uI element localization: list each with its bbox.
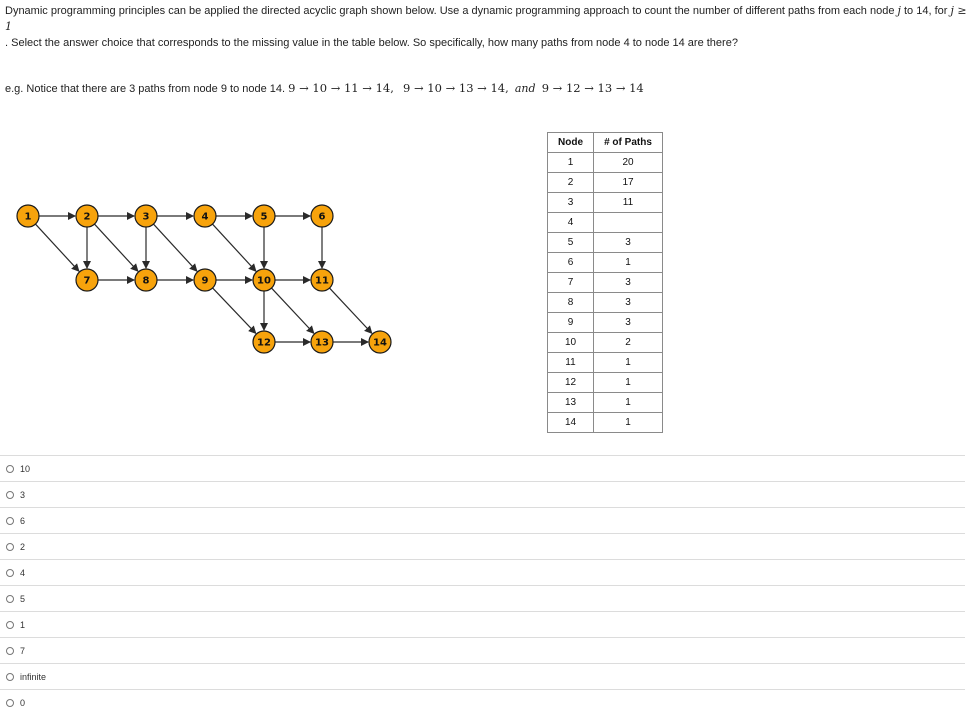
radio-button[interactable]: [6, 595, 14, 603]
node-label: 5: [260, 211, 268, 223]
radio-button[interactable]: [6, 569, 14, 577]
node-label: 14: [373, 337, 387, 349]
table-row: [548, 353, 663, 373]
example-text: [5, 81, 644, 95]
table-row: [548, 173, 663, 193]
question-part: to 14, for: [900, 5, 951, 17]
edge-2-8: [94, 224, 137, 271]
cell-paths: 3: [594, 293, 663, 313]
graph-node: [17, 205, 39, 227]
table-row: [548, 373, 663, 393]
radio-button[interactable]: [6, 673, 14, 681]
graph-node: [76, 269, 98, 291]
cell-paths: 3: [594, 233, 663, 253]
cell-node: 1: [548, 153, 594, 173]
math-var-j: j: [897, 4, 901, 17]
node-label: 4: [201, 211, 209, 223]
example-path: 9 → 10 → 11 → 14,: [288, 81, 394, 95]
cell-node: 3: [548, 193, 594, 213]
graph-node: [253, 205, 275, 227]
paths-table: [547, 132, 663, 433]
table-header-row: [548, 133, 663, 153]
table-row: [548, 293, 663, 313]
example-and: and: [514, 82, 536, 95]
example-path: 9 → 12 → 13 → 14: [541, 81, 644, 95]
radio-button[interactable]: [6, 517, 14, 525]
cell-paths: 11: [594, 193, 663, 213]
cell-paths: 1: [594, 393, 663, 413]
edge-11-14: [330, 288, 372, 333]
node-label: 10: [257, 275, 271, 287]
answer-choice[interactable]: [0, 663, 965, 689]
question-part: . Select the answer choice that corresponds to the missing value in the table below. So specifically, how many paths from node 4 to node 14 are there?: [5, 37, 738, 49]
choice-label: 10: [20, 463, 31, 474]
answer-choice[interactable]: [0, 481, 965, 507]
question-part: Dynamic programming principles can be applied the directed acyclic graph shown below. Use a dynamic programming approach to count the number of different paths from each node: [5, 5, 898, 17]
cell-node: 6: [548, 253, 594, 273]
node-label: 11: [315, 275, 329, 287]
graph-node: [253, 269, 275, 291]
radio-button[interactable]: [6, 621, 14, 629]
cell-paths: 1: [594, 413, 663, 433]
cell-paths: 20: [594, 153, 663, 173]
choice-label: 5: [20, 593, 26, 604]
radio-button[interactable]: [6, 699, 14, 707]
radio-button[interactable]: [6, 465, 14, 473]
example-lead: e.g. Notice that there are 3 paths from node 9 to node 14.: [5, 83, 289, 95]
node-label: 9: [201, 275, 209, 287]
cell-paths: 3: [594, 273, 663, 293]
graph-node: [253, 331, 275, 353]
answer-choice[interactable]: [0, 637, 965, 663]
example-path: 9 → 10 → 13 → 14,: [403, 81, 509, 95]
cell-node: 4: [548, 213, 594, 233]
table-row: [548, 213, 663, 233]
node-label: 1: [24, 211, 32, 223]
graph-node: [311, 205, 333, 227]
answer-choice[interactable]: [0, 455, 965, 481]
choice-label: 2: [20, 541, 26, 552]
graph-node: [311, 269, 333, 291]
answer-choice[interactable]: [0, 611, 965, 637]
cell-node: 13: [548, 393, 594, 413]
cell-paths: 1: [594, 353, 663, 373]
cell-paths: 2: [594, 333, 663, 353]
node-label: 2: [83, 211, 91, 223]
cell-node: 12: [548, 373, 594, 393]
math-condition: j ≥ 1: [5, 4, 967, 33]
edge-1-7: [35, 224, 78, 271]
cell-paths: 3: [594, 313, 663, 333]
cell-paths: 1: [594, 253, 663, 273]
node-label: 3: [142, 211, 150, 223]
header-node: Node: [548, 133, 594, 153]
node-label: 6: [318, 211, 326, 223]
cell-node: 9: [548, 313, 594, 333]
radio-button[interactable]: [6, 543, 14, 551]
choice-label: 6: [20, 515, 26, 526]
choice-label: infinite: [20, 671, 47, 682]
answer-choice[interactable]: [0, 533, 965, 559]
table-row: [548, 333, 663, 353]
cell-node: 2: [548, 173, 594, 193]
table-row: [548, 233, 663, 253]
cell-paths: 17: [594, 173, 663, 193]
choice-label: 1: [20, 619, 26, 630]
edge-9-12: [213, 288, 256, 333]
table-row: [548, 273, 663, 293]
node-label: 8: [142, 275, 150, 287]
graph-node: [311, 331, 333, 353]
radio-button[interactable]: [6, 647, 14, 655]
dag-graph: [0, 190, 420, 365]
edge-3-9: [153, 224, 196, 271]
choice-label: 0: [20, 697, 26, 708]
table-row: [548, 313, 663, 333]
graph-node: [135, 205, 157, 227]
answer-choice[interactable]: [0, 585, 965, 611]
graph-node: [76, 205, 98, 227]
table-row: [548, 253, 663, 273]
answer-choice[interactable]: [0, 559, 965, 585]
cell-paths: 1: [594, 373, 663, 393]
answer-choices: [0, 455, 965, 715]
table-row: [548, 153, 663, 173]
node-label: 12: [257, 337, 271, 349]
graph-node: [369, 331, 391, 353]
cell-node: 5: [548, 233, 594, 253]
edge-10-13: [272, 288, 314, 333]
graph-node: [194, 205, 216, 227]
graph-node: [194, 269, 216, 291]
cell-node: 7: [548, 273, 594, 293]
question-text: [5, 3, 970, 51]
answer-choice[interactable]: [0, 507, 965, 533]
table-row: [548, 193, 663, 213]
radio-button[interactable]: [6, 491, 14, 499]
node-label: 7: [83, 275, 91, 287]
choice-label: 4: [20, 567, 26, 578]
cell-node: 8: [548, 293, 594, 313]
cell-node: 10: [548, 333, 594, 353]
choice-label: 3: [20, 489, 26, 500]
graph-node: [135, 269, 157, 291]
node-label: 13: [315, 337, 329, 349]
cell-node: 14: [548, 413, 594, 433]
table-row: [548, 393, 663, 413]
table-row: [548, 413, 663, 433]
choice-label: 7: [20, 645, 26, 656]
cell-node: 11: [548, 353, 594, 373]
header-paths: # of Paths: [594, 133, 663, 153]
cell-paths: [594, 213, 663, 233]
answer-choice[interactable]: [0, 689, 965, 715]
edge-4-10: [212, 224, 255, 271]
